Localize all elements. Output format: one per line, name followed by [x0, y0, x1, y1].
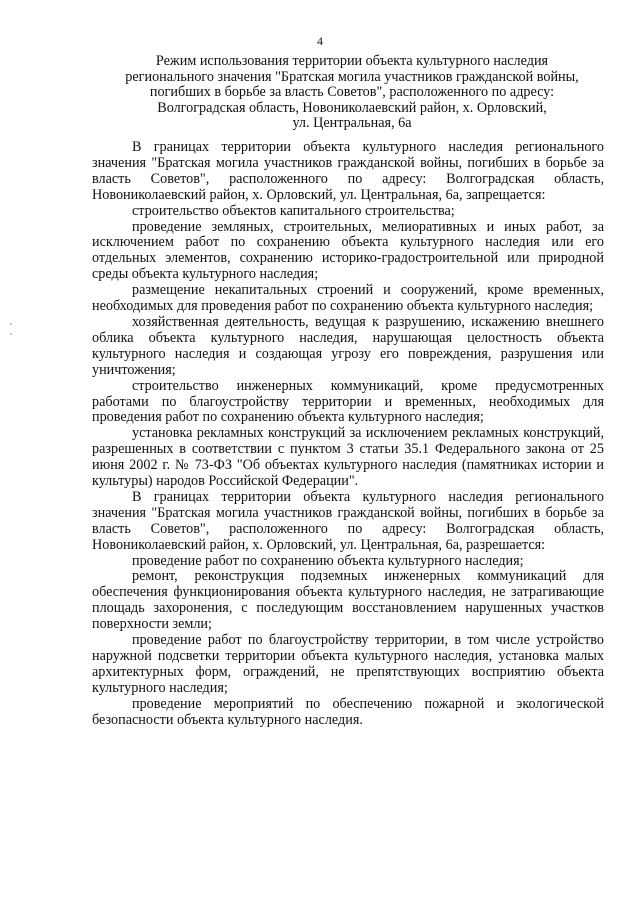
list-item: строительство объектов капитального строительства;	[132, 202, 455, 219]
list-item: проведение работ по благоустройству территории, в том числе устройство наружной подсветки территории объекта культурного наследия, установка малых архитектурных форм, ограждений, не препятствующих восприятию объекта культурного наследия;	[92, 632, 604, 696]
permissions-intro-paragraph: В границах территории объекта культурного наследия регионального значения "Братская могила участников гражданской войны, погибших в борьбе за власть Советов", расположенного по адресу: Волгоградская область, Новониколаевский район, х. Орловский, ул. Центральная, 6а, разрешается:	[92, 488, 604, 553]
list-item: размещение некапитальных строений и сооружений, кроме временных, необходимых для проведения работ по сохранению объекта культурного наследия;	[92, 282, 604, 315]
heading-line: Режим использования территории объекта культурного наследия	[155, 53, 549, 69]
list-item: ремонт, реконструкция подземных инженерных коммуникаций для обеспечения функционирования объекта культурного наследия, не затрагивающие площадь захоронения, с последующим восстановлением нарушенных участков поверхности земли;	[92, 568, 604, 633]
heading-line: погибших в борьбе за власть Советов", расположенного по адресу:	[149, 84, 555, 101]
heading-line: Волгоградская область, Новониколаевский район, х. Орловский,	[157, 99, 547, 116]
list-item: проведение мероприятий по обеспечению пожарной и экологической безопасности объекта культурного наследия.	[92, 695, 604, 728]
heading-line: ул. Центральная, 6а	[292, 115, 412, 132]
list-item: проведение земляных, строительных, мелиоративных и иных работ, за исключением работ по сохранению объекта культурного наследия или его отдельных элементов, сохранению историко-градостроительной или природной среды объекта культурного наследия;	[92, 218, 604, 283]
document-heading	[92, 54, 612, 132]
list-item: хозяйственная деятельность, ведущая к разрушению, искажению внешнего облика объекта культурного наследия, нарушающая целостность объекта культурного наследия и создающая угрозу его повреждения, разрушения или уничтожения;	[92, 313, 604, 378]
page-number: 4	[317, 34, 323, 48]
list-item: установка рекламных конструкций за исключением рекламных конструкций, разрешенных в соответствии с пунктом 3 статьи 35.1 Федерального закона от 25 июня 2002 г. № 73-ФЗ "Об объектах культурного наследия (памятниках истории и культуры) народов Российской Федерации".	[92, 425, 604, 490]
prohibitions-intro-paragraph: В границах территории объекта культурного наследия регионального значения "Братская могила участников гражданской войны, погибших в борьбе за власть Советов", расположенного по адресу: Волгоградская область, Новониколаевский район, х. Орловский, ул. Центральная, 6а, запрещается:	[92, 139, 604, 203]
scan-mark	[10, 333, 12, 335]
list-item: строительство инженерных коммуникаций, кроме предусмотренных работами по благоустройству территории и временных, необходимых для проведения работ по сохранению объекта культурного наследия;	[92, 377, 604, 426]
heading-line: регионального значения "Братская могила участников гражданской войны,	[125, 68, 579, 85]
list-item: проведение работ по сохранению объекта культурного наследия;	[132, 552, 524, 569]
scan-mark	[10, 323, 12, 325]
document-body	[92, 140, 604, 729]
